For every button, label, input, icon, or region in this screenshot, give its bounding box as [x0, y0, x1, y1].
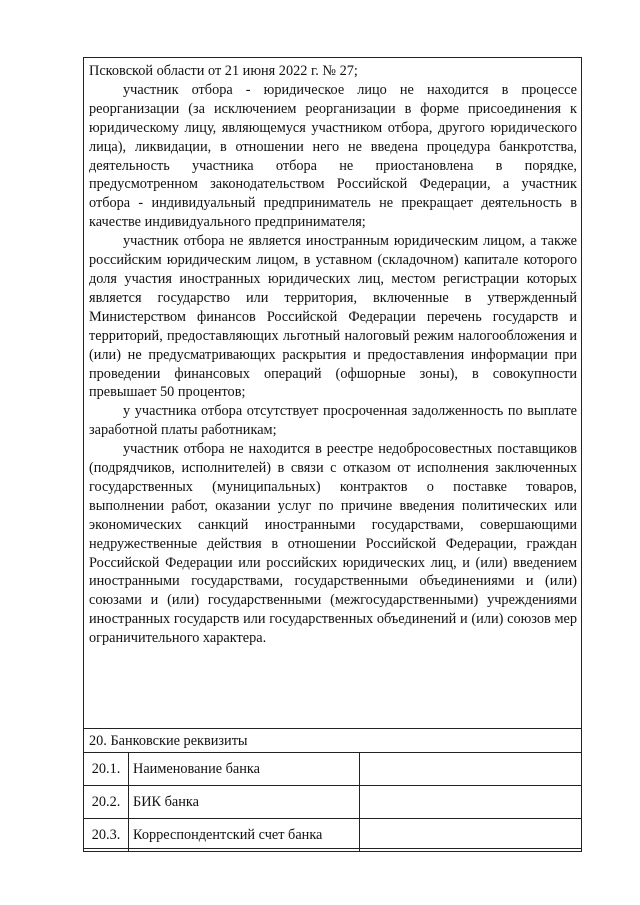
row-label: Наименование банка — [129, 753, 360, 786]
bank-details-table — [83, 752, 582, 852]
paragraph-reorganization: участник отбора - юридическое лицо не находится в процессе реорганизации (за исключением реорганизации в форме присоединения к юридическому лицу, являющемуся участником отбора, другого юридического лица), ликвидации, в отношении него не введена процедура банкротства, деятельность участника отбора не приостановлена в порядке, предусмотренном законодательством Российской Федерации, а участник отбора - индивидуальный предприниматель не прекращает деятельность в качестве индивидуального предпринимателя; — [89, 81, 577, 231]
row-label: Корреспондентский счет банка — [129, 819, 360, 852]
bank-section-heading — [83, 728, 582, 753]
row-number: 20.1. — [84, 753, 129, 786]
bank-name-value[interactable] — [360, 753, 582, 786]
row-number: 20.3. — [84, 819, 129, 852]
table-row — [84, 753, 582, 786]
continuation-line: Псковской области от 21 июня 2022 г. № 27; — [89, 63, 358, 79]
paragraph-salary-debt: у участника отбора отсутствует просроченная задолженность по выплате заработной платы работникам; — [89, 403, 577, 439]
bik-value[interactable] — [360, 786, 582, 819]
correspondent-account-value[interactable] — [360, 819, 582, 852]
row-label: БИК банка — [129, 786, 360, 819]
paragraph-foreign-entity: участник отбора не является иностранным юридическим лицом, а также российским юридическим лицом, в уставном (складочном) капитале которого доля участия иностранных юридических лиц, местом регистрации которых является государство или территория, включенные в утвержденный Министерством финансов Российской Федерации перечень государств и территорий, предоставляющих льготный налоговый режим налогообложения и (или) не предусматривающих раскрытия и предоставления информации при проведении финансовых операций (офшорные зоны), в совокупности превышает 50 процентов; — [89, 233, 577, 401]
row-number: 20.2. — [84, 786, 129, 819]
paragraph-supplier-registry: участник отбора не находится в реестре недобросовестных поставщиков (подрядчиков, исполнителей) в связи с отказом от исполнения заключенных государственных (муниципальных) контрактов о поставке товаров, выполнении работ, оказании услуг по причине введения политических или экономических санкций иностранными государствами, совершающими недружественные действия в отношении Российской Федерации, граждан Российской Федерации или российских юридических лиц, и (или) введением иностранными государствами, государственными объединениями и (или) союзами и (или) государственными (межгосударственными) учреждениями иностранных государств или государственных объединений и (или) союзов мер ограничительного характера. — [89, 441, 577, 647]
bank-section-title: 20. Банковские реквизиты — [89, 733, 248, 749]
document-text — [89, 62, 577, 648]
table-row — [84, 786, 582, 819]
table-row — [84, 819, 582, 852]
